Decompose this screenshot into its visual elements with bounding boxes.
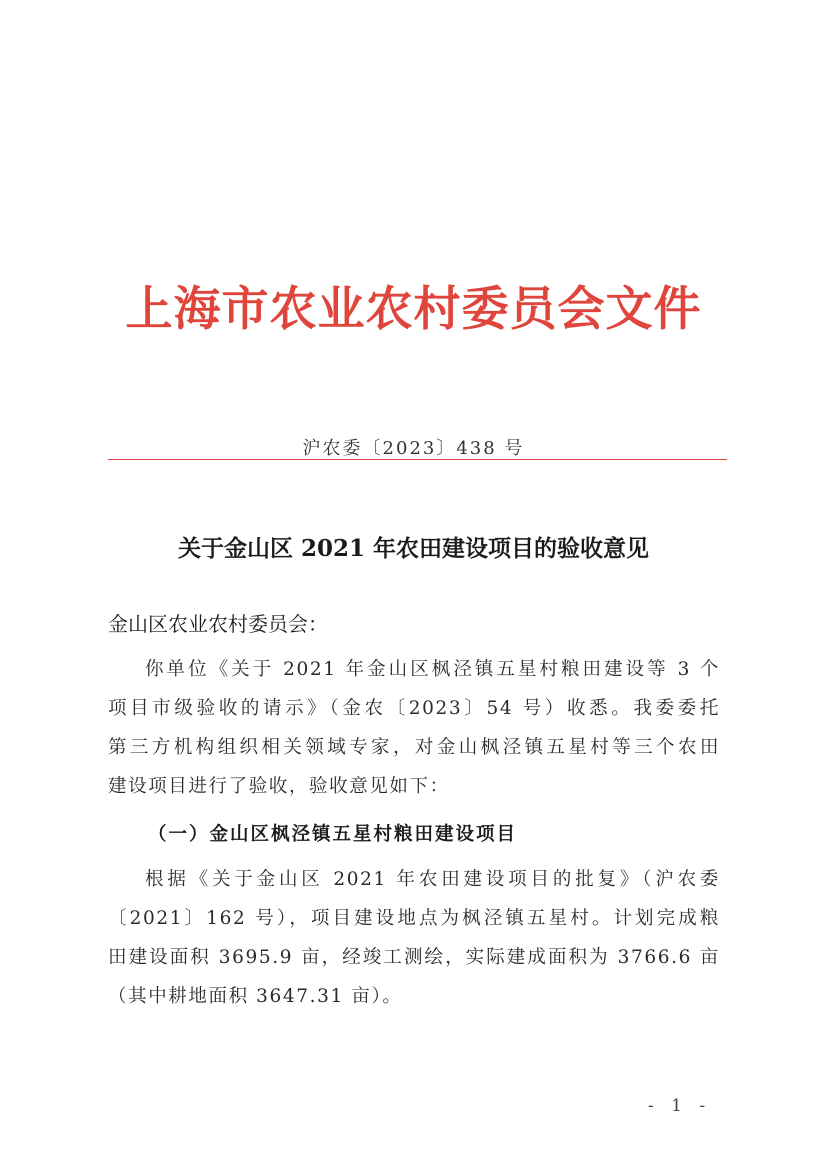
paragraph-2-line: 田建设面积 3695.9 亩，经竣工测绘，实际建成面积为 3766.6 亩 <box>108 947 720 968</box>
paragraph-1-line: 第三方机构组织相关领域专家，对金山枫泾镇五星村等三个农田 <box>108 737 720 758</box>
document-title: 关于金山区 2021 年农田建设项目的验收意见 <box>177 535 650 562</box>
paragraph-2 <box>108 860 720 1016</box>
page-number: - 1 - <box>648 1096 712 1116</box>
paragraph-1-line: 建设项目进行了验收，验收意见如下： <box>108 776 450 797</box>
paragraph-1 <box>108 650 720 806</box>
red-divider-rule <box>108 459 727 460</box>
document-number: 沪农委〔2023〕438 号 <box>302 438 525 459</box>
paragraph-1-line: 项目市级验收的请示》（金农〔2023〕54 号）收悉。我委委托 <box>108 698 720 719</box>
salutation: 金山区农业农村委员会： <box>108 612 328 636</box>
section-1-heading: （一）金山区枫泾镇五星村粮田建设项目 <box>148 824 518 845</box>
paragraph-1-line: 你单位《关于 2021 年金山区枫泾镇五星村粮田建设等 3 个 <box>145 659 720 680</box>
paragraph-2-line: （其中耕地面积 3647.31 亩）。 <box>108 986 403 1007</box>
paragraph-2-line: 根据《关于金山区 2021 年农田建设项目的批复》（沪农委 <box>145 869 720 890</box>
paragraph-2-line: 〔2021〕162 号），项目建设地点为枫泾镇五星村。计划完成粮 <box>108 908 720 929</box>
masthead-title: 上海市农业农村委员会文件 <box>125 282 702 337</box>
